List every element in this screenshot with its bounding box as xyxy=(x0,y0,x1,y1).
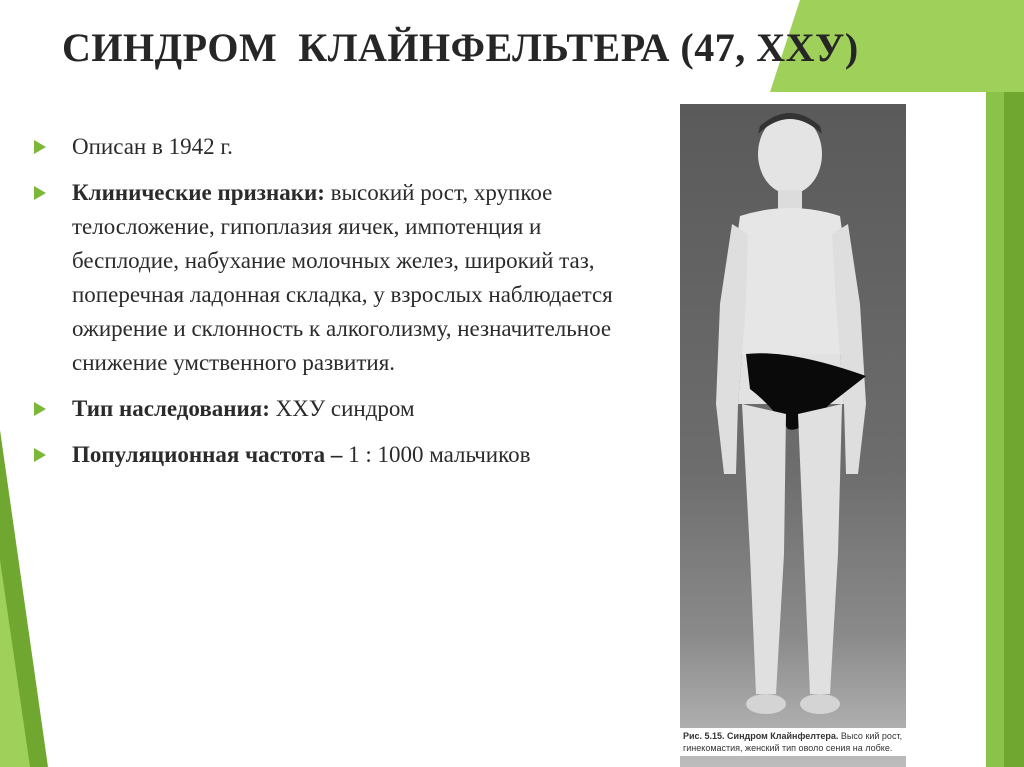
bullet-text: 1 : 1000 мальчиков xyxy=(342,442,531,467)
bullet-text: Описан в 1942 г. xyxy=(72,134,233,159)
slide-title: СИНДРОМ КЛАЙНФЕЛЬТЕРА (47, ХХУ) xyxy=(62,25,859,70)
bullet-item xyxy=(34,176,654,380)
photo-caption xyxy=(680,728,910,756)
bullet-item xyxy=(34,392,654,426)
decor-green-right-bar-dark xyxy=(1004,92,1024,767)
bullet-item xyxy=(34,438,654,472)
caption-text: Высо кий рост, гинекомастия, женский тип оволо сения на лобке. xyxy=(683,731,903,753)
patient-photo xyxy=(680,104,906,767)
bullet-bold-text: Клинические признаки: xyxy=(72,180,325,205)
bullet-bold-text: Тип наследования: xyxy=(72,396,270,421)
bullet-arrow-icon xyxy=(34,402,46,416)
bullet-bold-text: Популяционная частота – xyxy=(72,442,343,467)
bullet-text: ХХУ синдром xyxy=(269,396,415,421)
bullet-arrow-icon xyxy=(34,186,46,200)
bullet-item xyxy=(34,130,654,164)
bullet-text: высокий рост, хрупкое телосложение, гипоплазия яичек, импотенция и бесплодие, набухание молочных желез, широкий таз, поперечная ладонная складка, у взрослых наблюдается ожирение и склонность к алкоголизму, незначительное снижение умственного развития. xyxy=(72,180,613,375)
bullet-arrow-icon xyxy=(34,140,46,154)
bullet-arrow-icon xyxy=(34,448,46,462)
bullet-list xyxy=(34,130,654,484)
figure-silhouette xyxy=(680,104,906,767)
caption-head: Рис. 5.15. Синдром Клайнфелтера. xyxy=(683,731,839,741)
